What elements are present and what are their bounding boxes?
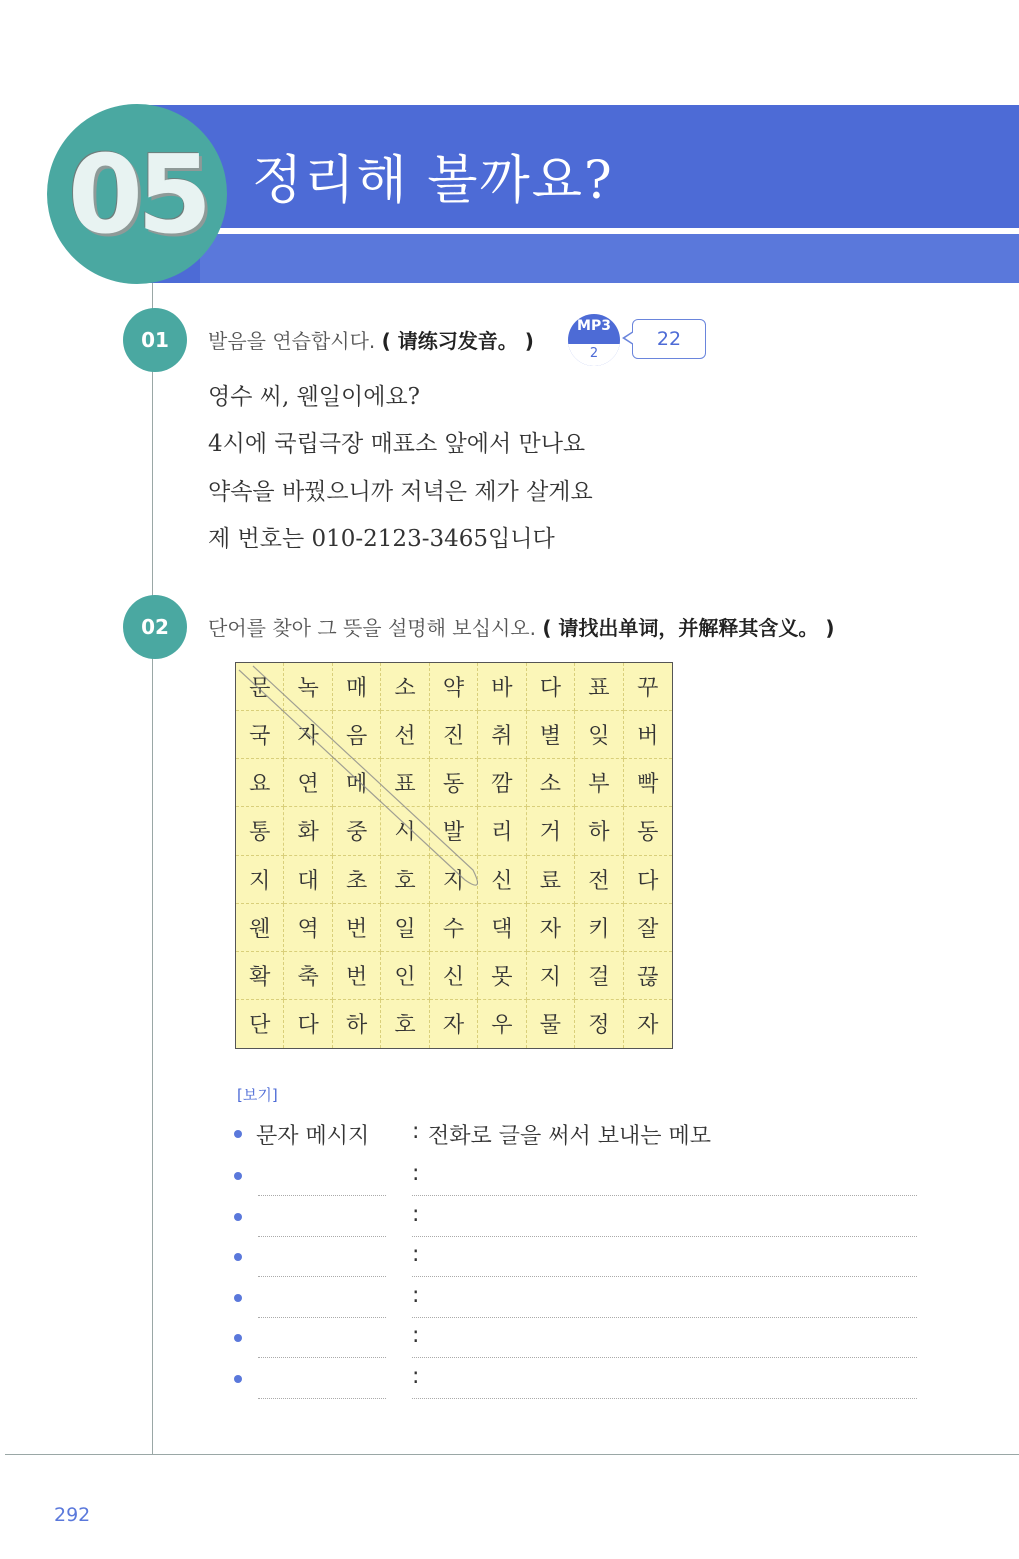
grid-cell: 전: [575, 856, 623, 904]
word-blank-line[interactable]: [258, 1317, 386, 1318]
sentence-1: 영수 씨, 웬일이에요?: [208, 384, 421, 410]
mp3-track-number[interactable]: 22: [632, 319, 706, 359]
header-lower-band: [200, 234, 1019, 283]
grid-cell: 시: [381, 807, 429, 855]
answer-row: [232, 1199, 922, 1239]
grid-cell: 하: [333, 1000, 381, 1048]
grid-cell: 리: [478, 807, 526, 855]
grid-cell: 동: [624, 807, 672, 855]
grid-cell: 약: [430, 663, 478, 711]
word-blank-line[interactable]: [258, 1236, 386, 1237]
chapter-badge: [47, 104, 227, 284]
example-word: 문자 메시지: [256, 1124, 370, 1149]
grid-cell: 신: [478, 856, 526, 904]
grid-cell: 축: [284, 952, 332, 1000]
grid-cell: 소: [381, 663, 429, 711]
grid-cell: 우: [478, 1000, 526, 1048]
grid-cell: 취: [478, 711, 526, 759]
grid-cell: 표: [381, 759, 429, 807]
bullet-icon: [234, 1172, 242, 1180]
grid-cell: 별: [527, 711, 575, 759]
bullet-icon: [234, 1213, 242, 1221]
page-number: 292: [54, 1504, 91, 1526]
grid-cell: 요: [236, 759, 284, 807]
answer-row: [232, 1158, 922, 1198]
meaning-blank-line[interactable]: [412, 1317, 917, 1318]
grid-cell: 번: [333, 904, 381, 952]
grid-cell: 지: [527, 952, 575, 1000]
grid-cell: 부: [575, 759, 623, 807]
grid-cell: 중: [333, 807, 381, 855]
grid-cell: 매: [333, 663, 381, 711]
mp3-disc-icon[interactable]: [568, 314, 620, 366]
grid-cell: 못: [478, 952, 526, 1000]
answer-colon: :: [412, 1282, 420, 1308]
sentence-3: 약속을 바꿨으니까 저녁은 제가 살게요: [208, 479, 593, 505]
grid-cell: 연: [284, 759, 332, 807]
meaning-blank-line[interactable]: [412, 1357, 917, 1358]
instruction-ko: 발음을 연습합시다.: [208, 329, 376, 353]
grid-cell: 녹: [284, 663, 332, 711]
grid-cell: 호: [381, 856, 429, 904]
grid-cell: 버: [624, 711, 672, 759]
answer-row: [232, 1280, 922, 1320]
grid-cell: 료: [527, 856, 575, 904]
word-blank-line[interactable]: [258, 1398, 386, 1399]
grid-cell: 하: [575, 807, 623, 855]
grid-cell: 웬: [236, 904, 284, 952]
example-row: [232, 1116, 922, 1156]
meaning-blank-line[interactable]: [412, 1236, 917, 1237]
grid-cell: 잘: [624, 904, 672, 952]
bullet-icon: [234, 1294, 242, 1302]
bullet-icon: [234, 1375, 242, 1383]
example-meaning: 전화로 글을 써서 보내는 메모: [428, 1124, 711, 1149]
grid-cell: 잊: [575, 711, 623, 759]
grid-cell: 다: [527, 663, 575, 711]
grid-cell: 통: [236, 807, 284, 855]
section1-instruction: [208, 325, 534, 354]
answer-row: [232, 1320, 922, 1360]
grid-cell: 음: [333, 711, 381, 759]
chapter-number: 05: [67, 132, 207, 258]
bullet-icon: [234, 1253, 242, 1261]
grid-cell: 일: [381, 904, 429, 952]
grid-cell: 지: [236, 856, 284, 904]
mp3-label: MP3: [577, 318, 611, 334]
grid-cell: 소: [527, 759, 575, 807]
meaning-blank-line[interactable]: [412, 1195, 917, 1196]
word-blank-line[interactable]: [258, 1357, 386, 1358]
grid-cell: 신: [430, 952, 478, 1000]
section-badge-02: 02: [123, 595, 187, 659]
grid-cell: 메: [333, 759, 381, 807]
word-search-grid: [235, 662, 673, 1049]
grid-cell: 꾸: [624, 663, 672, 711]
grid-cell: 국: [236, 711, 284, 759]
grid-cell: 물: [527, 1000, 575, 1048]
grid-cell: 초: [333, 856, 381, 904]
grid-cell: 자: [637, 1013, 659, 1039]
grid-cell: 확: [236, 952, 284, 1000]
vertical-guide-line: [152, 283, 153, 1455]
answer-row: [232, 1361, 922, 1401]
grid-cell: 수: [430, 904, 478, 952]
grid-cell: 키: [575, 904, 623, 952]
answer-row: [232, 1239, 922, 1279]
page-title: 정리해 볼까요?: [252, 151, 614, 211]
answer-colon: :: [412, 1363, 420, 1389]
section2-instruction: [208, 612, 835, 641]
grid-cell: 깜: [478, 759, 526, 807]
answer-colon: :: [412, 1323, 420, 1348]
instruction-cn: ( 请练习发音。 ): [381, 329, 534, 353]
grid-cell: 발: [430, 807, 478, 855]
word-blank-line[interactable]: [258, 1276, 386, 1277]
grid-cell: 대: [284, 856, 332, 904]
grid-cell: 자: [430, 1000, 478, 1048]
grid-cell: 정: [575, 1000, 623, 1048]
grid-cell: 화: [284, 807, 332, 855]
grid-cell: 바: [478, 663, 526, 711]
grid-cell: 자: [284, 711, 332, 759]
grid-cell: 동: [430, 759, 478, 807]
section-badge-01: 01: [123, 308, 187, 372]
grid-cell: 선: [381, 711, 429, 759]
grid-cell: 댁: [478, 904, 526, 952]
meaning-blank-line[interactable]: [412, 1398, 917, 1399]
grid-cell: 거: [527, 807, 575, 855]
bottom-divider: [5, 1454, 1019, 1455]
grid-cell: 진: [430, 711, 478, 759]
grid-cell: 번: [333, 952, 381, 1000]
bullet-icon: [234, 1130, 242, 1138]
example-colon: :: [412, 1119, 420, 1144]
grid-cell: 자: [527, 904, 575, 952]
sentence-2: 4시에 국립극장 매표소 앞에서 만나요: [208, 431, 586, 457]
answer-colon: :: [412, 1242, 420, 1267]
grid-cell: 빡: [624, 759, 672, 807]
grid-cell: 단: [236, 1000, 284, 1048]
bullet-icon: [234, 1334, 242, 1342]
grid-cell: 다: [284, 1000, 332, 1048]
grid-cell: 역: [284, 904, 332, 952]
grid-cell: 끊: [624, 952, 672, 1000]
grid-cell: 표: [575, 663, 623, 711]
sentence-4: 제 번호는 010-2123-3465입니다: [208, 526, 555, 552]
grid-cell: 인: [381, 952, 429, 1000]
grid-cell: 문: [236, 663, 284, 711]
answer-colon: :: [412, 1201, 420, 1227]
grid-cell: 걸: [575, 952, 623, 1000]
instruction-cn: ( 请找出单词，并解释其含义。 ): [542, 616, 835, 640]
example-label: [보기]: [237, 1086, 278, 1104]
mp3-disc-number: 2: [568, 342, 620, 366]
meaning-blank-line[interactable]: [412, 1276, 917, 1277]
answer-colon: :: [412, 1161, 420, 1186]
word-blank-line[interactable]: [258, 1195, 386, 1196]
grid-cell: 다: [624, 856, 672, 904]
grid-cell: 호: [381, 1000, 429, 1048]
instruction-ko: 단어를 찾아 그 뜻을 설명해 보십시오.: [208, 616, 536, 640]
grid-cell: 지: [430, 856, 478, 904]
